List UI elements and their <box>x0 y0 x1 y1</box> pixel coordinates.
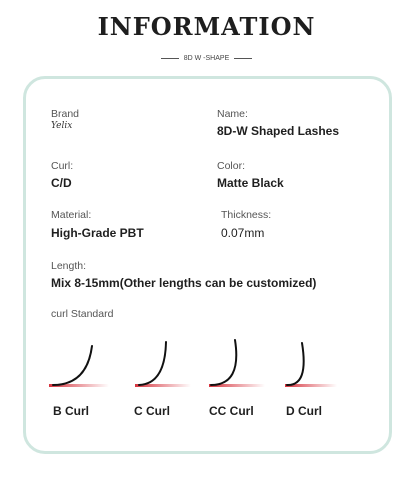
b-curl-illustration <box>49 346 109 387</box>
name-label: Name: <box>217 108 248 120</box>
cc-curl-illustration <box>209 340 265 387</box>
material-label: Material: <box>51 209 92 221</box>
length-value: Mix 8-15mm(Other lengths can be customized) <box>51 276 317 290</box>
cc-curl-label: CC Curl <box>209 404 254 418</box>
brand-logo: Yelix <box>51 121 73 131</box>
page-title: INFORMATION <box>97 12 316 41</box>
thickness-value: 0.07mm <box>221 226 265 240</box>
c-curl-illustration <box>135 342 191 387</box>
subtitle-row <box>0 55 413 62</box>
thickness-label: Thickness: <box>221 209 272 221</box>
d-curl-label: D Curl <box>286 404 322 418</box>
subtitle-divider-right <box>234 58 252 59</box>
length-label: Length: <box>51 260 87 272</box>
material-value: High-Grade PBT <box>51 226 144 240</box>
curl-illustrations <box>49 338 349 398</box>
b-curl-label: B Curl <box>53 404 89 418</box>
color-value: Matte Black <box>217 176 284 190</box>
name-value: 8D-W Shaped Lashes <box>217 124 340 138</box>
subtitle-divider-left <box>161 58 179 59</box>
d-curl-illustration <box>285 343 337 387</box>
c-curl-label: C Curl <box>134 404 170 418</box>
curl-label: Curl: <box>51 160 74 172</box>
subtitle: 8D W -SHAPE <box>183 55 230 62</box>
brand-label: Brand <box>51 108 80 120</box>
curl-standard-label: curl Standard <box>51 308 114 320</box>
color-label: Color: <box>217 160 246 172</box>
curl-value: C/D <box>51 176 72 190</box>
